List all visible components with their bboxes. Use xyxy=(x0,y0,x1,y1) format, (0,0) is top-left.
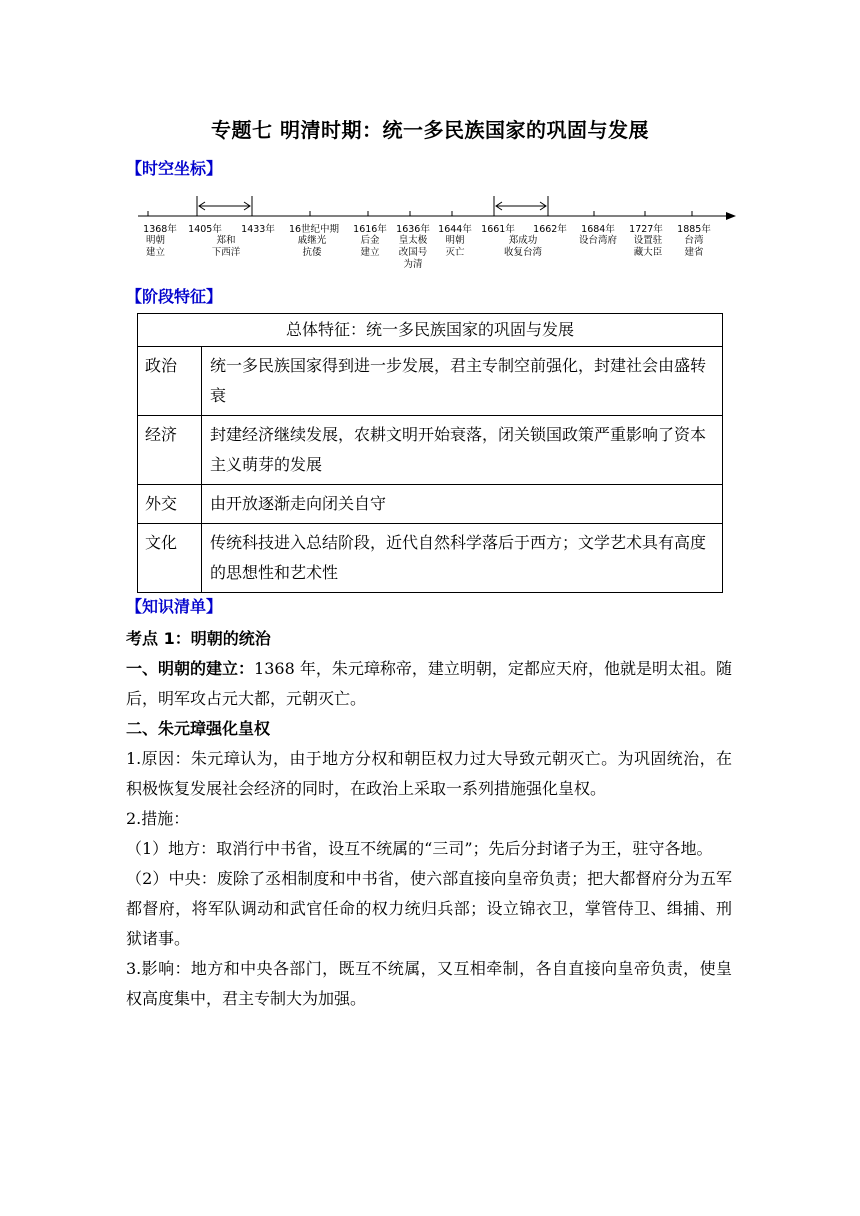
feature-cell: 由开放逐渐走向闭关自守 xyxy=(202,485,723,524)
timeline-event: 戚继光 抗倭 xyxy=(297,235,327,258)
category-cell: 文化 xyxy=(138,524,202,593)
category-cell: 经济 xyxy=(138,416,202,485)
page-title: 专题七 明清时期：统一多民族国家的巩固与发展 xyxy=(211,118,649,142)
section-label-knowledge: 【知识清单】 xyxy=(126,597,223,616)
timeline-year: 1644年 xyxy=(438,224,472,235)
timeline-year: 1368年 xyxy=(143,224,177,235)
paragraph-effect: 3.影响：地方和中央各部门，既互不统属，又互相牵制，各自直接向皇帝负责，使皇权高度集中，君主专制大为加强。 xyxy=(126,959,732,1008)
feature-cell: 封建经济继续发展，农耕文明开始衰落，闭关锁国政策严重影响了资本主义萌芽的发展 xyxy=(202,416,723,485)
paragraph-central: （2）中央：废除了丞相制度和中书省，使六部直接向皇帝负责；把大都督府分为五军都督府，将军队调动和武官任命的权力统归兵部；设立锦衣卫，掌管侍卫、缉捕、刑狱诸事。 xyxy=(126,869,732,948)
timeline xyxy=(138,190,738,290)
features-table xyxy=(137,313,723,593)
table-row xyxy=(138,314,723,347)
timeline-year: 1885年 xyxy=(677,224,711,235)
timeline-event: 后金 建立 xyxy=(360,235,380,258)
timeline-event: 台湾 建省 xyxy=(684,235,704,258)
point-heading: 考点 1：明朝的统治 xyxy=(126,629,271,648)
section-label-features: 【阶段特征】 xyxy=(126,287,223,306)
table-row xyxy=(138,485,723,524)
table-row xyxy=(138,347,723,416)
timeline-year: 16世纪中期 xyxy=(288,224,340,235)
timeline-year: 1433年 xyxy=(241,224,275,235)
feature-cell: 传统科技进入总结阶段，近代自然科学落后于西方；文学艺术具有高度的思想性和艺术性 xyxy=(202,524,723,593)
timeline-year: 1405年 xyxy=(188,224,222,235)
section-label-timeline: 【时空坐标】 xyxy=(126,159,223,178)
timeline-event: 设置驻 藏大臣 xyxy=(633,235,663,258)
knowledge-content xyxy=(126,624,732,1014)
table-header-cell: 总体特征：统一多民族国家的巩固与发展 xyxy=(138,314,723,347)
category-cell: 外交 xyxy=(138,485,202,524)
timeline-year: 1616年 xyxy=(353,224,387,235)
paragraph-local: （1）地方：取消行中书省，设互不统属的“三司”；先后分封诸子为王，驻守各地。 xyxy=(126,839,713,858)
timeline-event: 郑和 下西洋 xyxy=(211,235,241,258)
timeline-year: 1684年 xyxy=(581,224,615,235)
category-cell: 政治 xyxy=(138,347,202,416)
timeline-event: 明朝 灭亡 xyxy=(445,235,465,258)
feature-cell: 统一多民族国家得到进一步发展，君主专制空前强化，封建社会由盛转衰 xyxy=(202,347,723,416)
table-row xyxy=(138,524,723,593)
subheading: 一、明朝的建立： xyxy=(126,659,255,678)
timeline-year: 1661年 xyxy=(481,224,515,235)
table-row xyxy=(138,416,723,485)
timeline-event: 郑成功 收复台湾 xyxy=(503,235,542,258)
paragraph-measures: 2.措施： xyxy=(126,809,190,828)
subheading: 二、朱元璋强化皇权 xyxy=(126,719,271,738)
paragraph-cause: 1.原因：朱元璋认为，由于地方分权和朝臣权力过大导致元朝灭亡。为巩固统治，在积极恢复发展社会经济的同时，在政治上采取一系列措施强化皇权。 xyxy=(126,749,732,798)
timeline-event: 设台湾府 xyxy=(578,235,617,246)
timeline-year: 1727年 xyxy=(629,224,663,235)
timeline-year: 1662年 xyxy=(533,224,567,235)
timeline-year: 1636年 xyxy=(396,224,430,235)
timeline-event: 明朝 建立 xyxy=(146,235,166,258)
paragraph-founding: 一、明朝的建立：1368 年，朱元璋称帝，建立明朝，定都应天府，他就是明太祖。随后，明军攻占元大都，元朝灭亡。 xyxy=(126,659,732,708)
timeline-event: 皇太极 改国号 为清 xyxy=(398,235,428,270)
